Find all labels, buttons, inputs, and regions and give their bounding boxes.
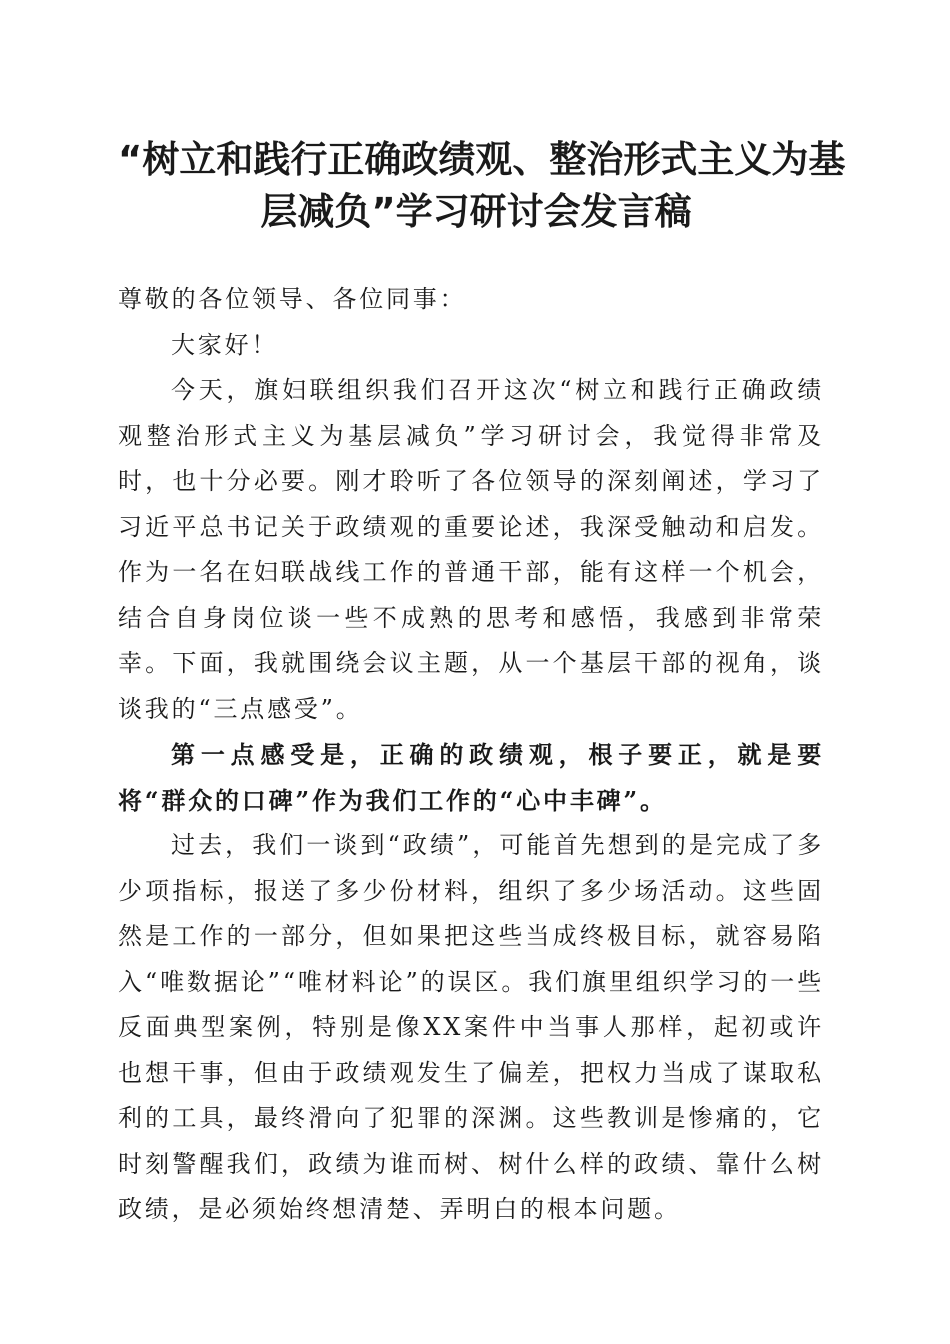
title-line-2: 层减负”学习研讨会发言稿 xyxy=(260,190,692,233)
paragraph-first-point-heading: 第一点感受是，正确的政绩观，根子要正，就是要将“群众的口碑”作为我们工作的“心中丰碑”。 xyxy=(118,740,824,815)
document-title xyxy=(118,134,846,238)
title-line-1: “树立和践行正确政绩观、整治形式主义为基 xyxy=(118,138,846,181)
greeting: 大家好！ xyxy=(171,330,279,359)
salutation: 尊敬的各位领导、各位同事： xyxy=(118,285,467,313)
paragraph-first-point-body: 过去，我们一谈到“政绩”，可能首先想到的是完成了多少项指标，报送了多少份材料，组织了多少场活动。这些固然是工作的一部分，但如果把这些当成终极目标，就容易陷入“唯数据论”“唯材料论”的误区。我们旗里组织学习的一些反面典型案例，特别是像XX案件中当事人那样，起初或许也想干事，但由于政绩观发生了偏差，把权力当成了谋取私利的工具，最终滑向了犯罪的深渊。这些教训是惨痛的，它时刻警醒我们，政绩为谁而树、树什么样的政绩、靠什么树政绩，是必须始终想清楚、弄明白的根本问题。 xyxy=(118,831,824,1223)
paragraph-intro: 今天，旗妇联组织我们召开这次“树立和践行正确政绩观整治形式主义为基层减负”学习研讨会，我觉得非常及时，也十分必要。刚才聆听了各位领导的深刻阐述，学习了习近平总书记关于政绩观的重要论述，我深受触动和启发。作为一名在妇联战线工作的普通干部，能有这样一个机会，结合自身岗位谈一些不成熟的思考和感悟，我感到非常荣幸。下面，我就围绕会议主题，从一个基层干部的视角，谈谈我的“三点感受”。 xyxy=(118,376,824,723)
document-body xyxy=(118,277,824,1233)
